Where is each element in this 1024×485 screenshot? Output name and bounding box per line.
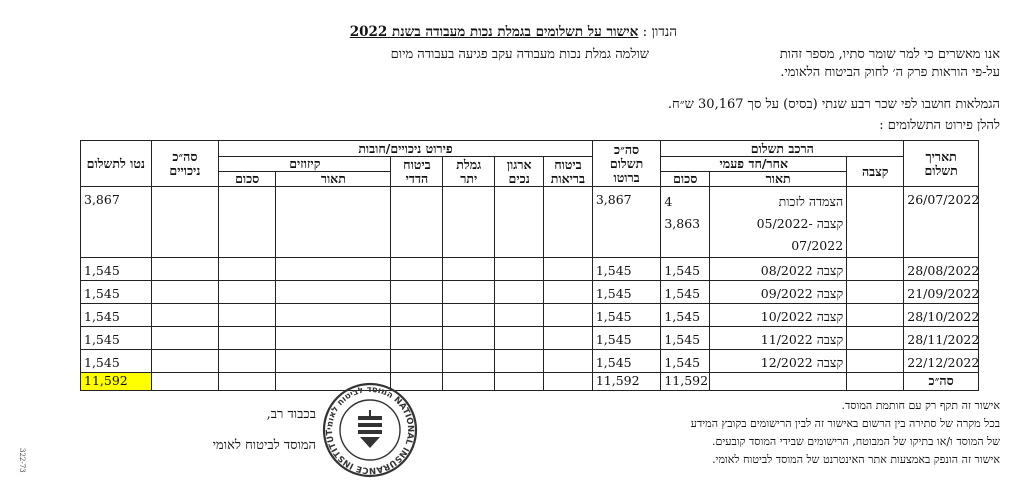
header-overpay: גמלת יתר [443, 157, 495, 187]
cell-net: 1,545 [81, 281, 152, 304]
footer-note-3: של המוסד ו/או בתיקו של המבוטח, הרישומים שבידי המוסד קובעים. [711, 435, 1000, 448]
header-net: נטו לתשלום [81, 141, 152, 187]
intro-line-1: אנו מאשרים כי למר שומר סתיו, מספר זהות [779, 47, 1000, 62]
intro-line-1b: שולמה גמלת נכות מעבודה עקב פגיעה בעבודה מיום [390, 47, 649, 62]
cell-desc-bottom: קצבה 05/2022-07/2022 [756, 216, 844, 253]
cell-date: 28/08/2022 [904, 258, 979, 281]
cell-gross: 1,545 [592, 304, 661, 327]
total-row [81, 373, 979, 391]
cell-amount-bottom: 3,863 [664, 216, 701, 231]
table-row [81, 258, 979, 281]
cell-gross: 3,867 [592, 187, 661, 258]
cell-amount: 1,545 [661, 327, 710, 350]
cell-gross: 1,545 [592, 327, 661, 350]
cell-net: 1,545 [81, 350, 152, 373]
header-deductions-group: פירוט ניכויים/חובות [219, 141, 593, 157]
cell-amount: 1,545 [661, 350, 710, 373]
side-form-code: 322-73 [18, 448, 26, 473]
table-row [81, 327, 979, 350]
cell-amount: 1,545 [661, 304, 710, 327]
total-net: 11,592 [81, 373, 152, 391]
cell-amount [661, 187, 710, 258]
cell-date: 26/07/2022 [904, 187, 979, 258]
header-health: ביטוח בריאות [544, 157, 593, 187]
institution-stamp [320, 380, 420, 480]
cell-desc-top: הצמדה לזכות [778, 194, 844, 209]
cell-desc: קצבה 08/2022 [710, 258, 847, 281]
header-disabled-org: ארגון נכים [495, 157, 544, 187]
header-offsets: קיזוזים [219, 157, 391, 172]
header-composition: הרכב תשלום [661, 141, 904, 157]
cell-net: 1,545 [81, 327, 152, 350]
footer-note-4: אישור זה הונפק באמצעות אתר האינטרנט של המוסד לביטוח לאומי. [712, 453, 1000, 466]
cell-date: 22/12/2022 [904, 350, 979, 373]
total-gross: 11,592 [592, 373, 661, 391]
subject-title: אישור על תשלומים בגמלת נכות מעבודה בשנת 2022 [349, 24, 639, 40]
table-row [81, 281, 979, 304]
cell-desc: קצבה 10/2022 [710, 304, 847, 327]
intro-line-2: על-פי הוראות פרק ה׳ לחוק הביטוח הלאומי. [780, 65, 1000, 80]
table-row [81, 187, 979, 258]
footer-note-2: בכל מקרה של סתירה בין הרשום באישור זה לבין הרישומים בקובץ המידע [690, 417, 1000, 430]
cell-gross: 1,545 [592, 258, 661, 281]
header-total-deductions: סה״כ ניכויים [151, 141, 218, 187]
header-gross: סה״כ תשלום ברוטו [592, 141, 661, 187]
cell-desc: קצבה 11/2022 [710, 327, 847, 350]
cell-date: 21/09/2022 [904, 281, 979, 304]
header-mutual: ביטוח הדדי [391, 157, 443, 187]
header-offset-amount: סכום [219, 172, 276, 187]
cell-amount: 1,545 [661, 281, 710, 304]
cell-date: 28/11/2022 [904, 327, 979, 350]
total-label: סה״כ [904, 373, 979, 391]
table-row [81, 304, 979, 327]
header-one-time: אחר/חד פעמי [661, 157, 847, 172]
header-desc: תאור [710, 172, 847, 187]
svg-text:המוסד לביטוח לאומי NATIONAL IN [320, 380, 415, 475]
cell-date: 28/10/2022 [904, 304, 979, 327]
cell-desc: קצבה 12/2022 [710, 350, 847, 373]
cell-desc: קצבה 09/2022 [710, 281, 847, 304]
intro-line-4: להלן פירוט התשלומים : [879, 118, 1000, 133]
cell-amount-top: 4 [664, 194, 673, 209]
intro-line-3: הגמלאות חושבו לפי שכר רבע שנתי (בסיס) על סך 30,167 ש״ח. [667, 97, 1000, 112]
footer-note-1: אישור זה תקף רק עם חותמת המוסד. [841, 399, 1000, 412]
header-date: תאריך תשלום [904, 141, 979, 187]
stamp-text: המוסד לביטוח לאומי NATIONAL INSURANCE INSTITUT [324, 384, 416, 476]
cell-net: 1,545 [81, 304, 152, 327]
stamp-seal-icon [320, 380, 420, 480]
signature-institution: המוסד לביטוח לאומי [212, 438, 316, 453]
subject-line [350, 24, 677, 40]
header-allowance: קצבה [847, 157, 904, 187]
signature-regards: בכבוד רב, [266, 407, 316, 422]
cell-net: 3,867 [81, 187, 152, 258]
cell-desc [710, 187, 847, 258]
cell-amount: 1,545 [661, 258, 710, 281]
cell-net: 1,545 [81, 258, 152, 281]
table-row [81, 350, 979, 373]
cell-gross: 1,545 [592, 350, 661, 373]
cell-allowance [847, 187, 904, 258]
payments-table [80, 140, 979, 391]
header-offset-desc: תאור [276, 172, 391, 187]
cell-gross: 1,545 [592, 281, 661, 304]
header-amount: סכום [661, 172, 710, 187]
subject-label: הנדון : [642, 24, 677, 40]
total-amount: 11,592 [661, 373, 710, 391]
